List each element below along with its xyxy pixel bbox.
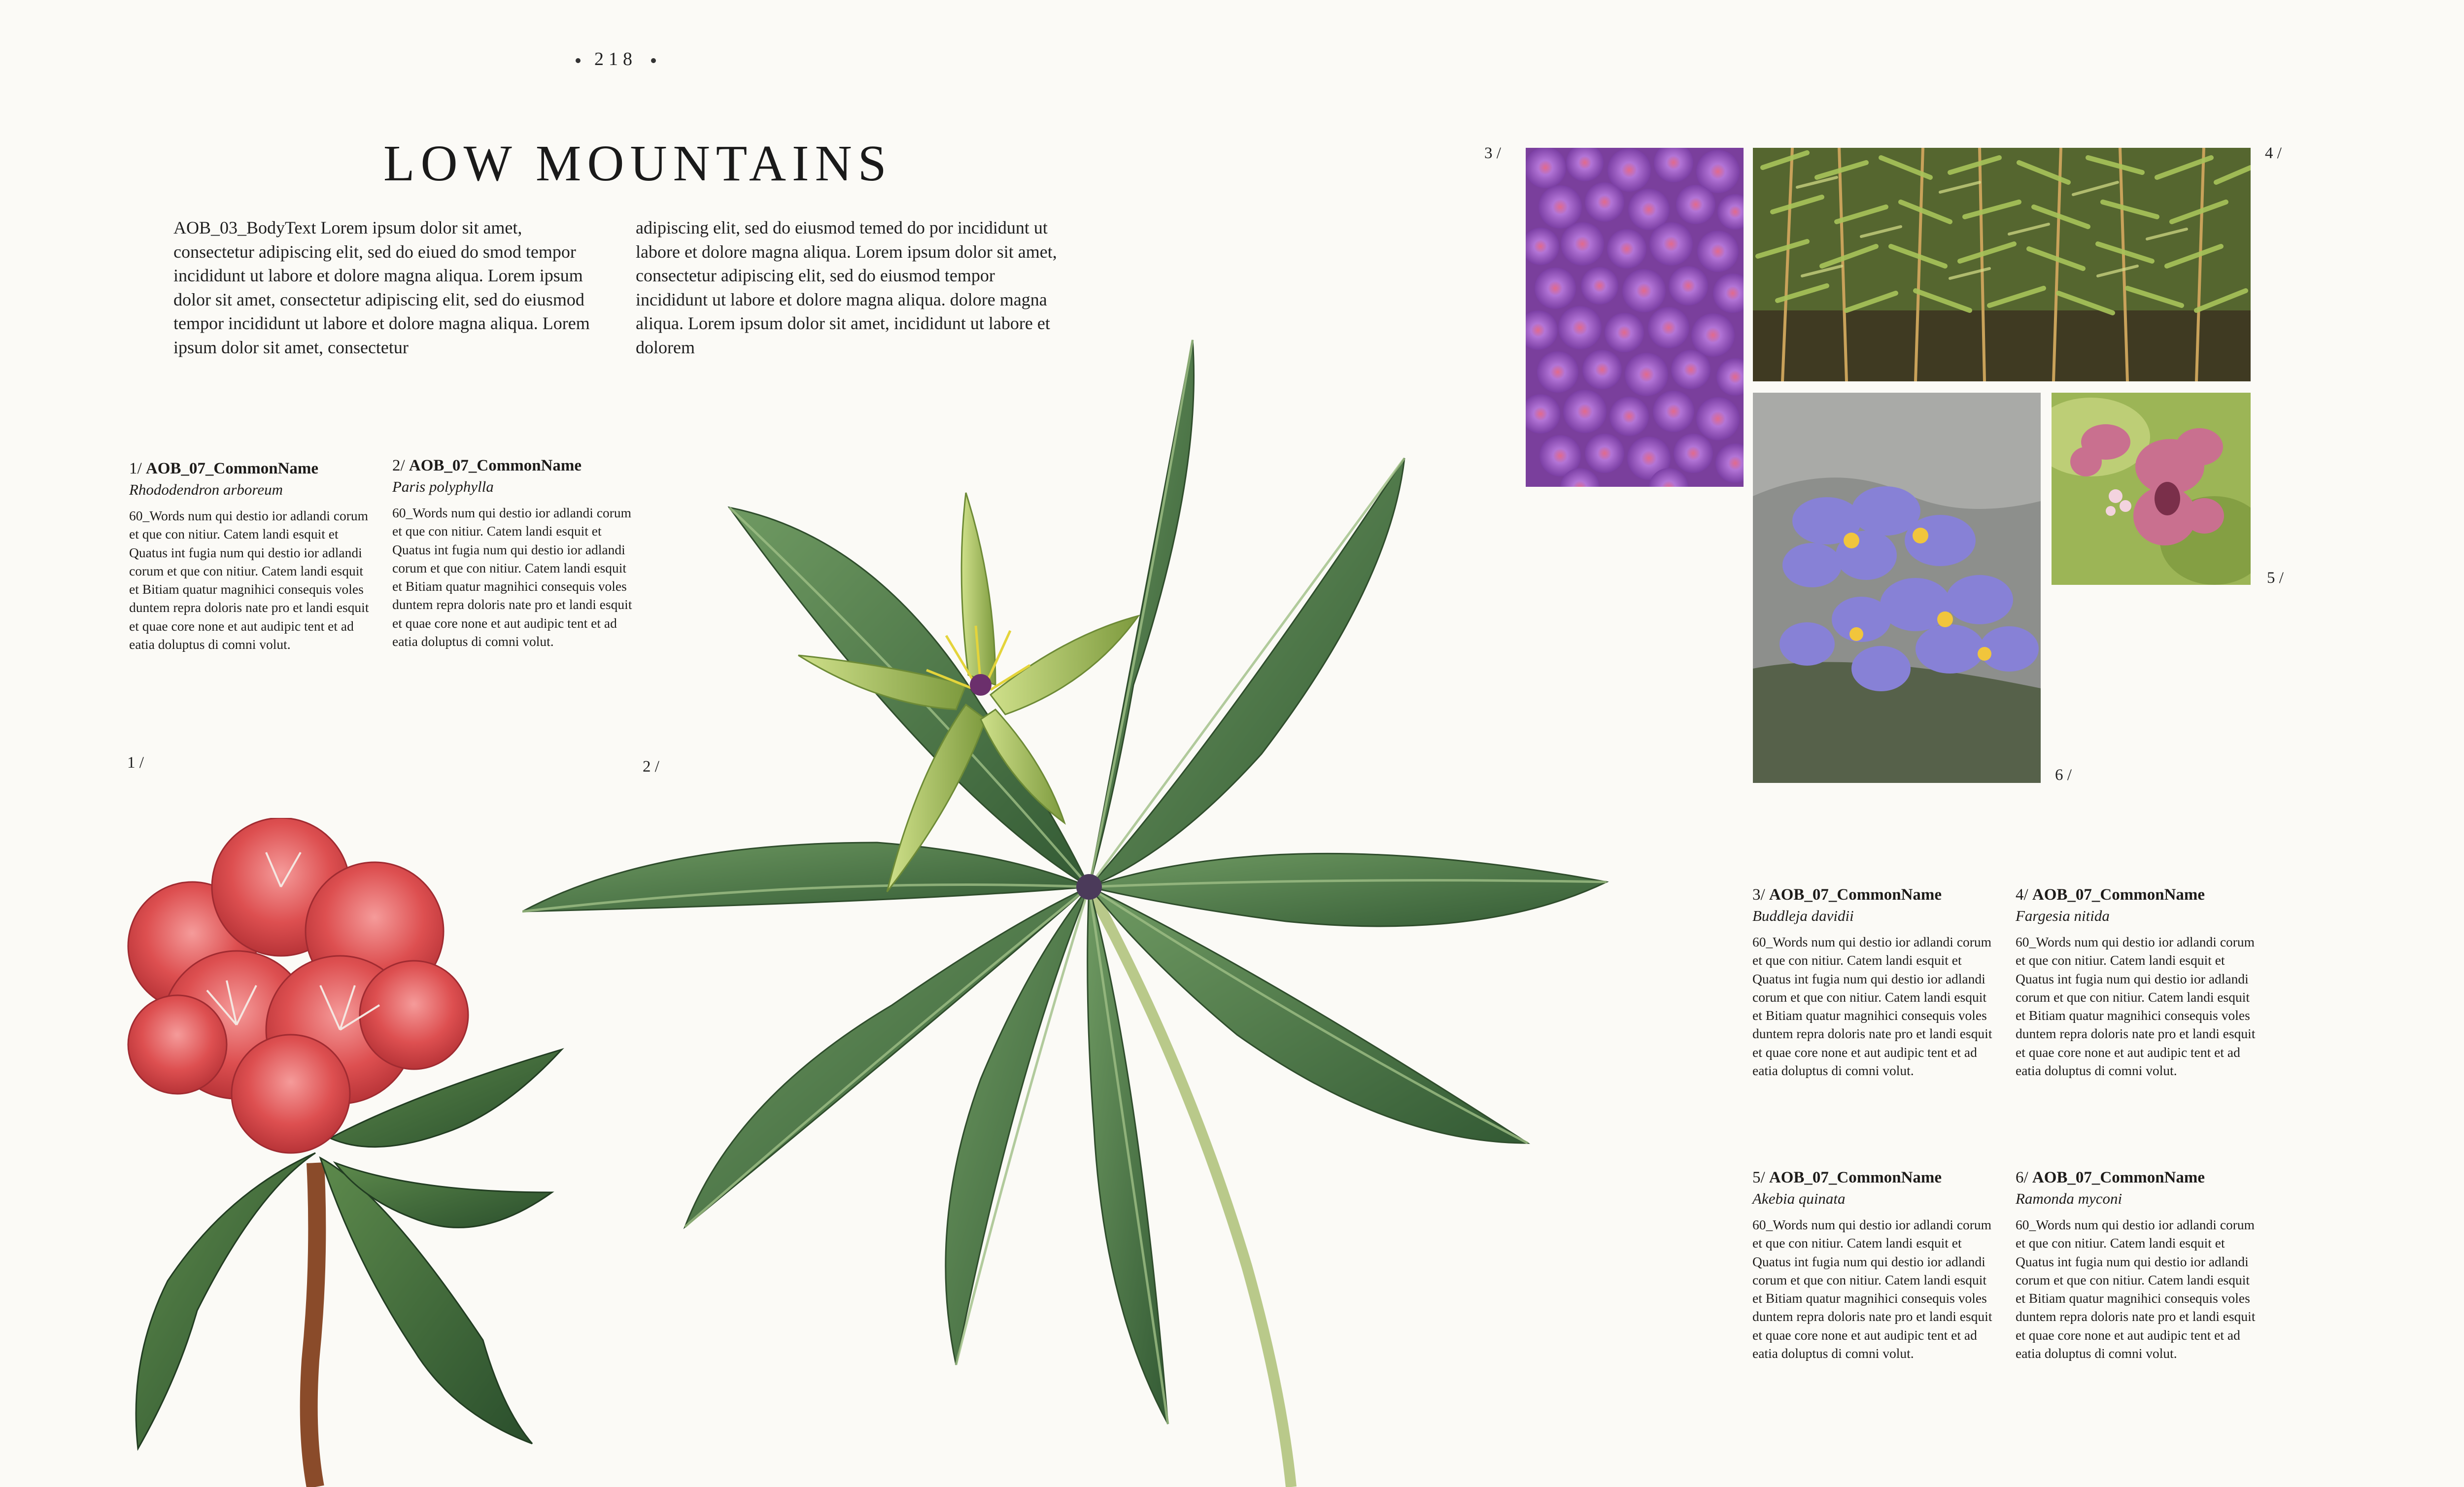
entry-number: 1/ — [129, 460, 142, 477]
species-entry-5 — [1752, 1167, 1999, 1362]
figure-label-3: 3 / — [1484, 144, 1501, 162]
figure-label-2: 2 / — [643, 758, 659, 776]
entry-common-name: AOB_07_CommonName — [2032, 886, 2205, 904]
entry-latin-name: Rhododendron arboreum — [129, 481, 283, 498]
entry-number: 2/ — [392, 457, 405, 474]
entry-common-name: AOB_07_CommonName — [409, 457, 582, 474]
entry-description: 60_Words num qui destio ior adlandi corum et que con nitiur. Catem landi esquit et Quatus int fugia num qui destio ior adlandi corum et que con nitiur. Catem landi esquit et Bitiam quatur magnihici consequis voles duntem repra doloris nate pro et landi esquit et quae core none et aut audipic tent et ad eatia doluptus di comni volut. — [1752, 934, 1992, 1079]
entry-common-name: AOB_07_CommonName — [2032, 1169, 2205, 1186]
species-entry-6 — [2016, 1167, 2262, 1362]
figure-label-4: 4 / — [2265, 144, 2282, 162]
akebia-photo — [2052, 393, 2251, 585]
species-entry-4 — [2016, 884, 2262, 1080]
bullet-icon — [651, 58, 656, 63]
entry-common-name: AOB_07_CommonName — [1769, 1169, 1942, 1186]
paris-polyphylla-illustration — [522, 330, 1636, 1487]
species-entry-3 — [1752, 884, 1999, 1080]
entry-latin-name: Akebia quinata — [1752, 1190, 1846, 1207]
bullet-icon — [576, 58, 581, 63]
species-entry-1 — [129, 458, 376, 653]
entry-number: 3/ — [1752, 886, 1765, 904]
figure-label-1: 1 / — [127, 754, 144, 772]
figure-label-6: 6 / — [2055, 766, 2072, 784]
entry-latin-name: Ramonda myconi — [2016, 1190, 2122, 1207]
entry-latin-name: Fargesia nitida — [2016, 907, 2110, 924]
entry-number: 6/ — [2016, 1169, 2028, 1186]
entry-common-name: AOB_07_CommonName — [145, 460, 319, 477]
entry-latin-name: Paris polyphylla — [392, 478, 494, 495]
rhododendron-illustration — [108, 818, 582, 1487]
page-title: LOW MOUNTAINS — [383, 135, 892, 192]
entry-description: 60_Words num qui destio ior adlandi corum et que con nitiur. Catem landi esquit et Quatus int fugia num qui destio ior adlandi corum et que con nitiur. Catem landi esquit et Bitiam quatur magnihici consequis voles duntem repra doloris nate pro et landi esquit et quae core none et aut audipic tent et ad eatia doluptus di comni volut. — [2016, 1217, 2256, 1361]
entry-description: 60_Words num qui destio ior adlandi corum et que con nitiur. Catem landi esquit et Quatus int fugia num qui destio ior adlandi corum et que con nitiur. Catem landi esquit et Bitiam quatur magnihici consequis voles duntem repra doloris nate pro et landi esquit et quae core none et aut audipic tent et ad eatia doluptus di comni volut. — [2016, 934, 2256, 1079]
bamboo-photo — [1753, 148, 2251, 381]
entry-common-name: AOB_07_CommonName — [1769, 886, 1942, 904]
entry-description: 60_Words num qui destio ior adlandi corum et que con nitiur. Catem landi esquit et Quatus int fugia num qui destio ior adlandi corum et que con nitiur. Catem landi esquit et Bitiam quatur magnihici consequis voles duntem repra doloris nate pro et landi esquit et quae core none et aut audipic tent et ad eatia doluptus di comni volut. — [392, 505, 632, 649]
entry-description: 60_Words num qui destio ior adlandi corum et que con nitiur. Catem landi esquit et Quatus int fugia num qui destio ior adlandi corum et que con nitiur. Catem landi esquit et Bitiam quatur magnihici consequis voles duntem repra doloris nate pro et landi esquit et quae core none et aut audipic tent et ad eatia doluptus di comni volut. — [129, 508, 369, 652]
entry-description: 60_Words num qui destio ior adlandi corum et que con nitiur. Catem landi esquit et Quatus int fugia num qui destio ior adlandi corum et que con nitiur. Catem landi esquit et Bitiam quatur magnihici consequis voles duntem repra doloris nate pro et landi esquit et quae core none et aut audipic tent et ad eatia doluptus di comni volut. — [1752, 1217, 1992, 1361]
page-number: 218 — [562, 48, 710, 70]
body-text-column-1: AOB_03_BodyText Lorem ipsum dolor sit amet, consectetur adipiscing elit, sed do eiued do smod tempor incididunt ut labore et dolore magna aliqua. Lorem ipsum dolor sit amet, consectetur adipiscing elit, sed do eiusmod tempor incididunt ut labore et dolore magna aliqua. Lorem ipsum dolor sit amet, consectetur — [173, 218, 590, 357]
body-text-column-2: adipiscing elit, sed do eiusmod temed do por incididunt ut labore et dolore magna aliqua. Lorem ipsum dolor sit amet, consectetur adipiscing elit, sed do eiusmod tempor incididunt ut labore et dolore magna aliqua. dolore magna aliqua. Lorem ipsum dolor sit amet, incididunt ut labore et dolorem — [636, 218, 1057, 357]
entry-number: 4/ — [2016, 886, 2028, 904]
figure-label-5: 5 / — [2267, 569, 2284, 587]
entry-number: 5/ — [1752, 1169, 1765, 1186]
ramonda-photo — [1753, 393, 2041, 783]
entry-latin-name: Buddleja davidii — [1752, 907, 1854, 924]
